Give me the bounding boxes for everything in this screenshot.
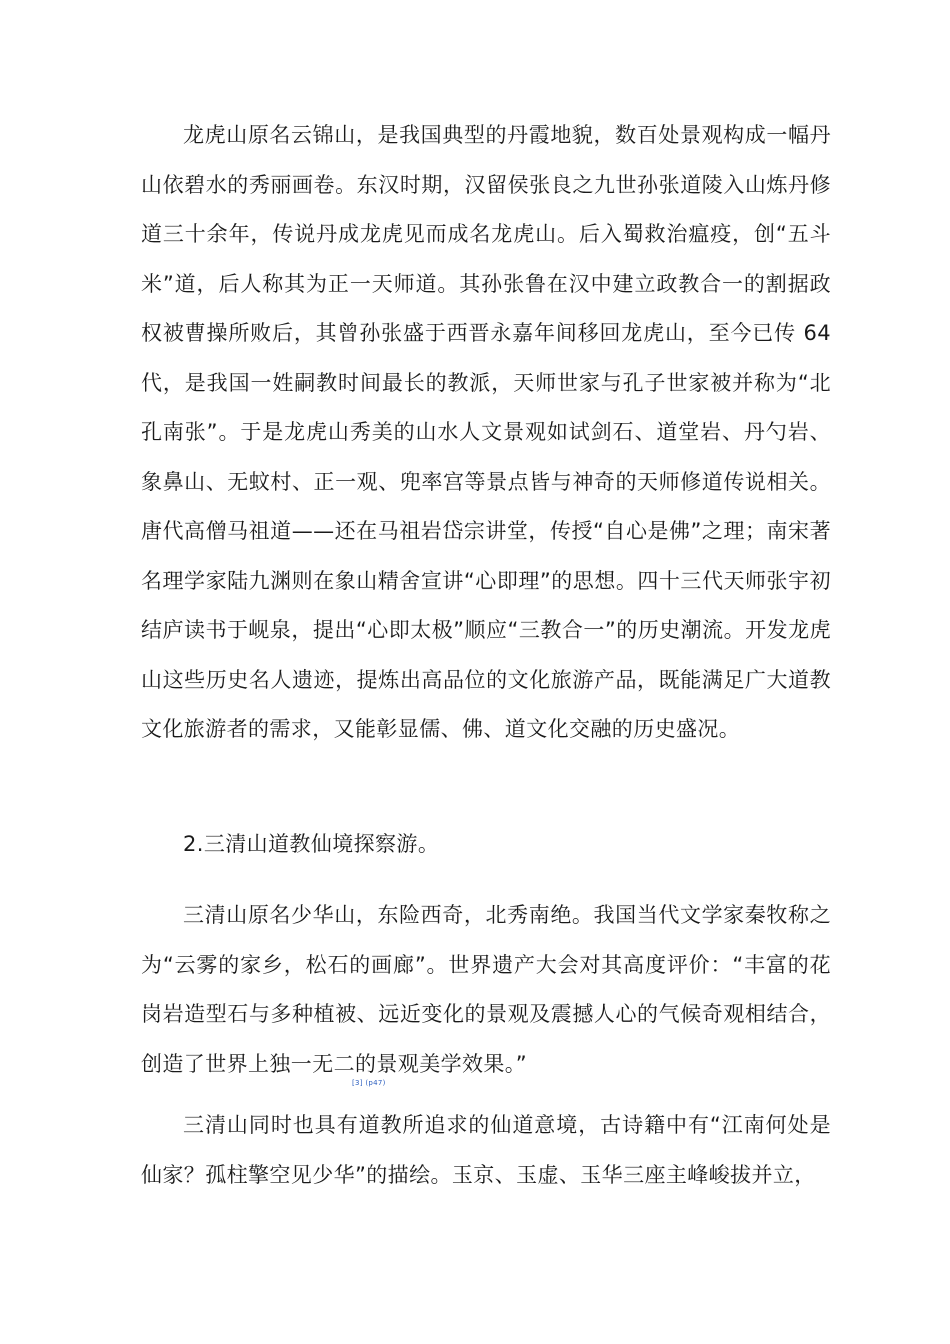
section-heading-sanqingshan: 2.三清山道教仙境探察游。 bbox=[183, 832, 440, 856]
paragraph-sanqingshan-taoism: 三清山同时也具有道教所追求的仙道意境，古诗籍中有“江南何处是仙家？孤柱擎空见少华”的描绘。玉京、玉虚、玉华三座主峰峻拔并立， bbox=[141, 1113, 831, 1187]
citation-reference[interactable]: [3] (p47) bbox=[352, 1079, 386, 1087]
paragraph-sanqingshan-intro: 三清山原名少华山，东险西奇，北秀南绝。我国当代文学家秦牧称之为“云雾的家乡，松石的画廊”。世界遗产大会对其高度评价：“丰富的花岗岩造型石与多种植被、远近变化的景观及震撼人心的气候奇观相结合，创造了世界上独一无二的景观美学效果。” bbox=[141, 903, 831, 1076]
paragraph-longhushan: 龙虎山原名云锦山，是我国典型的丹霞地貌，数百处景观构成一幅丹山依碧水的秀丽画卷。东汉时期，汉留侯张良之九世孙张道陵入山炼丹修道三十余年，传说丹成龙虎见而成名龙虎山。后入蜀救治瘟疫，创“五斗米”道，后人称其为正一天师道。其孙张鲁在汉中建立政教合一的割据政权被曹操所败后，其曾孙张盛于西晋永嘉年间移回龙虎山，至今已传 64 代，是我国一姓嗣教时间最长的教派，天师世家与孔子世家被并称为“北孔南张”。于是龙虎山秀美的山水人文景观如试剑石、道堂岩、丹勺岩、象鼻山、无蚊村、正一观、兜率宫等景点皆与神奇的天师修道传说相关。唐代高僧马祖道——还在马祖岩岱宗讲堂，传授“自心是佛”之理；南宋著名理学家陆九渊则在象山精舍宣讲“心即理”的思想。四十三代天师张宇初结庐读书于岘泉，提出“心即太极”顺应“三教合一”的历史潮流。开发龙虎山这些历史名人遗迹，提炼出高品位的文化旅游产品，既能满足广大道教文化旅游者的需求，又能彰显儒、佛、道文化交融的历史盛况。 bbox=[141, 123, 831, 741]
